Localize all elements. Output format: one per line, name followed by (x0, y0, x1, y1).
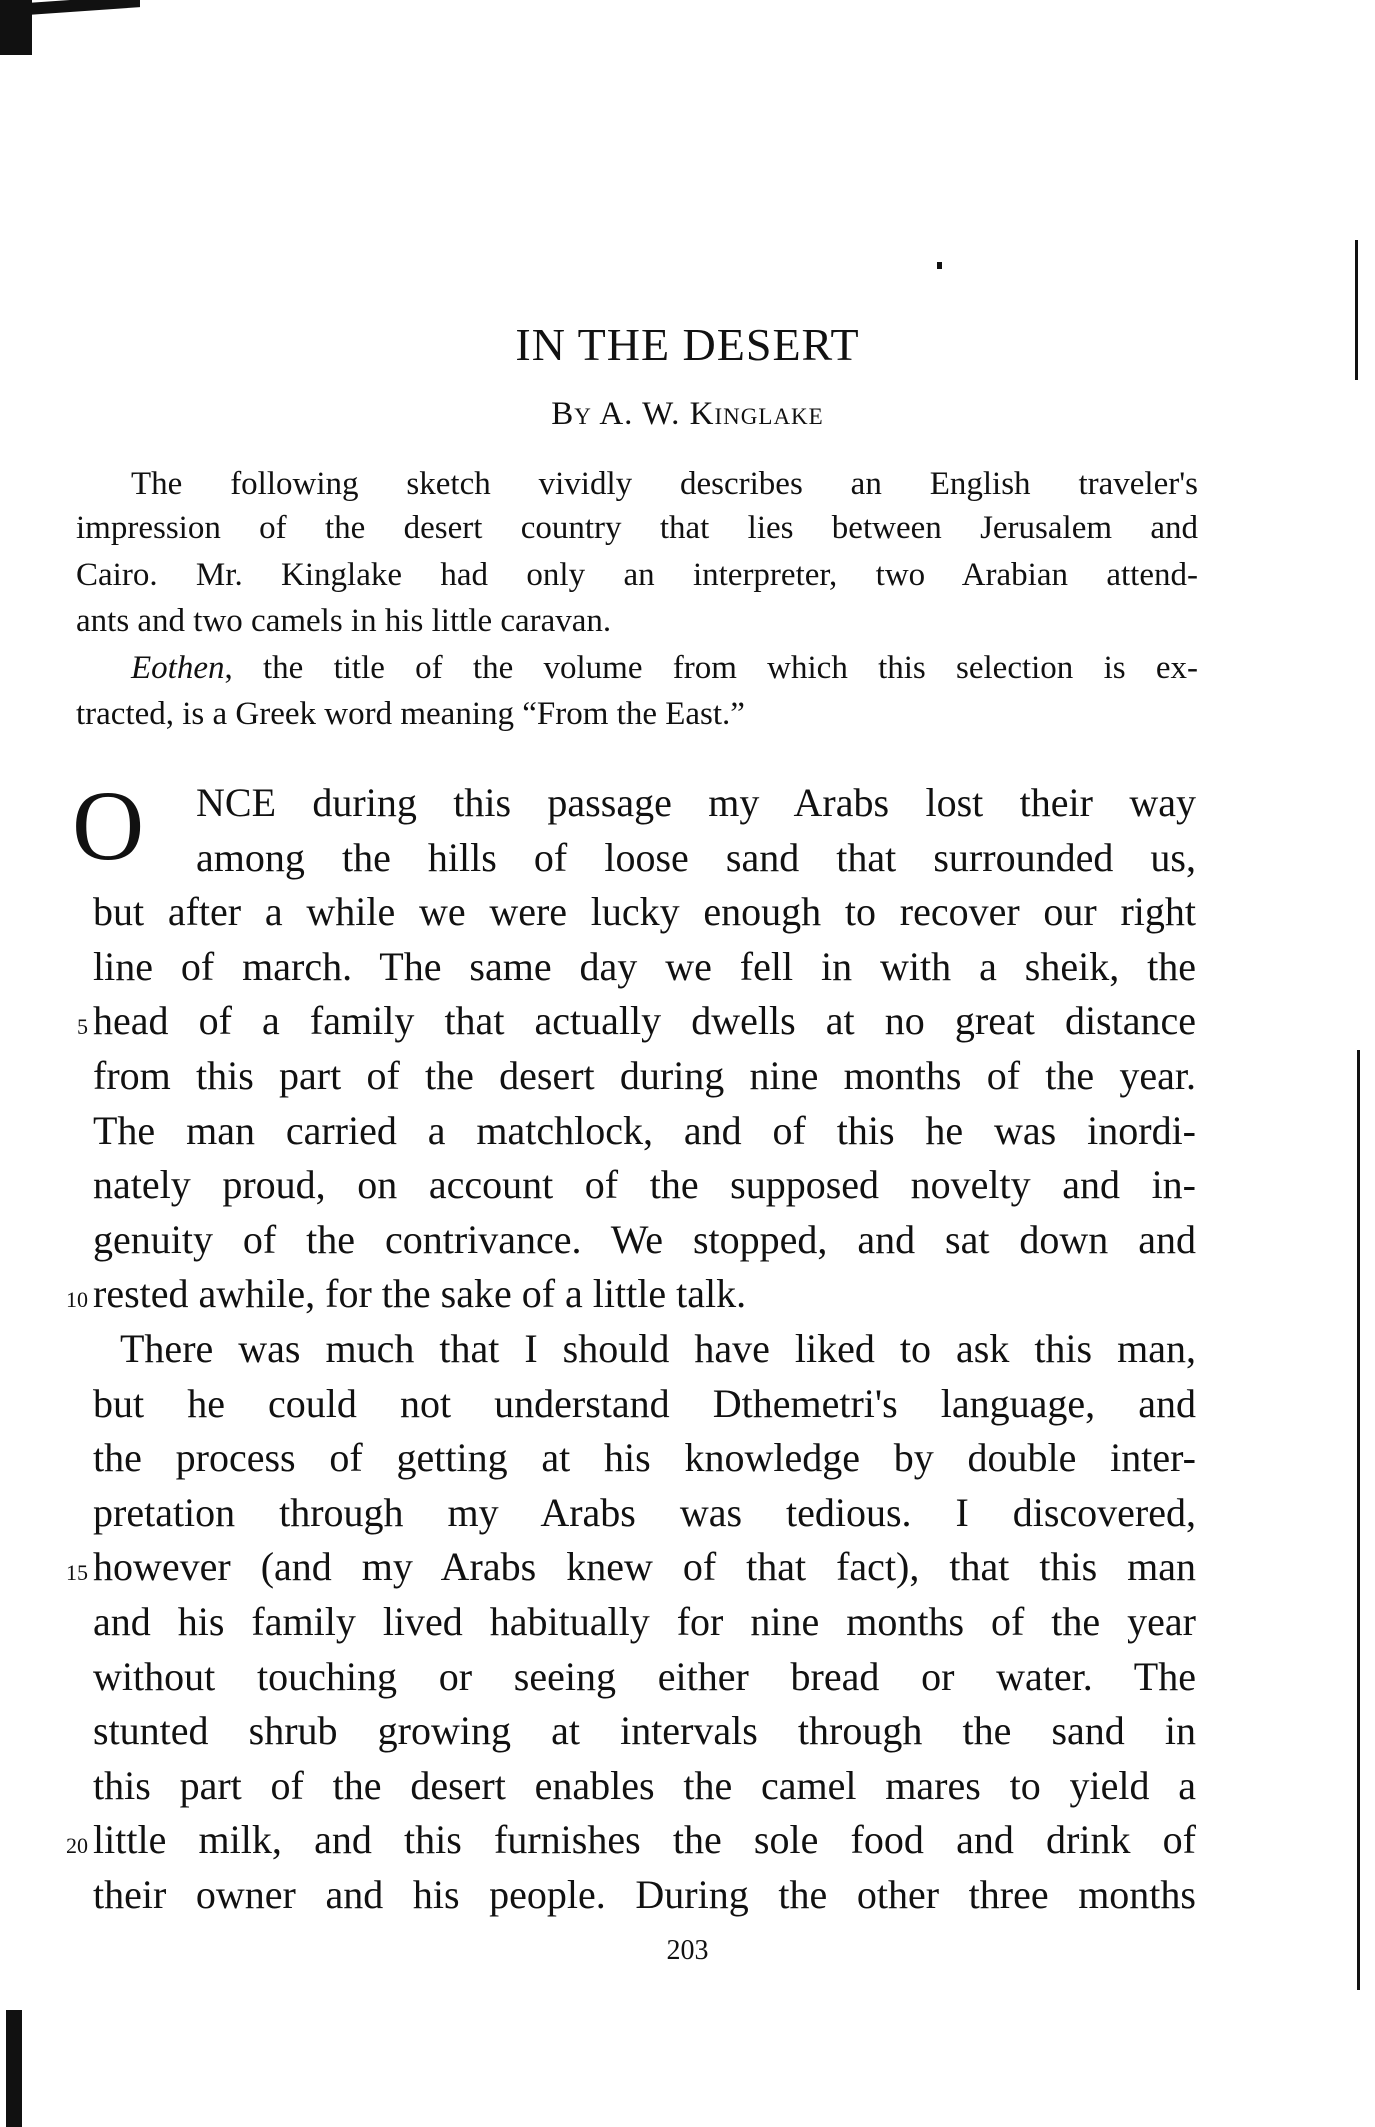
author-byline: By A. W. Kinglake (551, 396, 824, 432)
scan-mark-top-left (0, 0, 32, 55)
body-line: NCE during this passage my Arabs lost their way (196, 780, 1196, 825)
body-line: head of a family that actually dwells at no great distance (93, 998, 1196, 1044)
intro-line (131, 648, 1198, 688)
scan-speck (937, 262, 942, 269)
body-line: however (and my Arabs knew of that fact), that this man (93, 1544, 1196, 1590)
intro-text: , the title of the volume from which this selection is ex- (224, 650, 1198, 686)
intro-line: tracted, is a Greek word meaning “From the East.” (76, 696, 745, 732)
body-line: and his family lived habitually for nine months of the year (93, 1599, 1196, 1644)
scan-mark-bottom-left (6, 2010, 22, 2127)
page-title: IN THE DESERT (515, 319, 860, 370)
body-line: nately proud, on account of the supposed novelty and in- (93, 1162, 1196, 1208)
intro-line: impression of the desert country that lies between Jerusalem and (76, 510, 1198, 546)
body-line: little milk, and this furnishes the sole food and drink of (93, 1817, 1196, 1863)
body-line: among the hills of loose sand that surrounded us, (196, 834, 1196, 880)
body-line: There was much that I should have liked to ask this man, (120, 1326, 1196, 1371)
body-line: from this part of the desert during nine months of the year. (93, 1053, 1196, 1098)
body-line: this part of the desert enables the camel mares to yield a (93, 1762, 1196, 1808)
body-line: their owner and his people. During the other three months (93, 1872, 1196, 1917)
drop-cap: O (72, 770, 145, 881)
line-number: 15 (66, 1560, 88, 1585)
intro-line: Cairo. Mr. Kinglake had only an interpreter, two Arabian attend- (76, 557, 1198, 593)
body-line: rested awhile, for the sake of a little talk. (93, 1271, 747, 1317)
body-line: pretation through my Arabs was tedious. I discovered, (93, 1489, 1196, 1535)
intro-line: The following sketch vividly describes an English traveler's (131, 466, 1198, 502)
body-line: without touching or seeing either bread or water. The (93, 1653, 1196, 1699)
body-line: but after a while we were lucky enough to recover our right (93, 889, 1196, 935)
scan-edge-right (1357, 1050, 1360, 1990)
page-number: 203 (666, 1935, 709, 1966)
body-line: line of march. The same day we fell in with a sheik, the (93, 943, 1196, 989)
line-number: 5 (77, 1014, 88, 1039)
body-line: genuity of the contrivance. We stopped, and sat down and (93, 1216, 1196, 1262)
body-line: the process of getting at his knowledge by double inter- (93, 1435, 1196, 1481)
body-line: but he could not understand Dthemetri's language, and (93, 1380, 1196, 1426)
book-title-eothen: Eothen (131, 650, 225, 686)
line-number: 20 (66, 1833, 88, 1858)
line-number: 10 (66, 1287, 88, 1312)
intro-line: ants and two camels in his little caravan. (76, 603, 612, 639)
body-line: stunted shrub growing at intervals through the sand in (93, 1708, 1196, 1754)
body-line: The man carried a matchlock, and of this he was inordi- (93, 1107, 1196, 1153)
